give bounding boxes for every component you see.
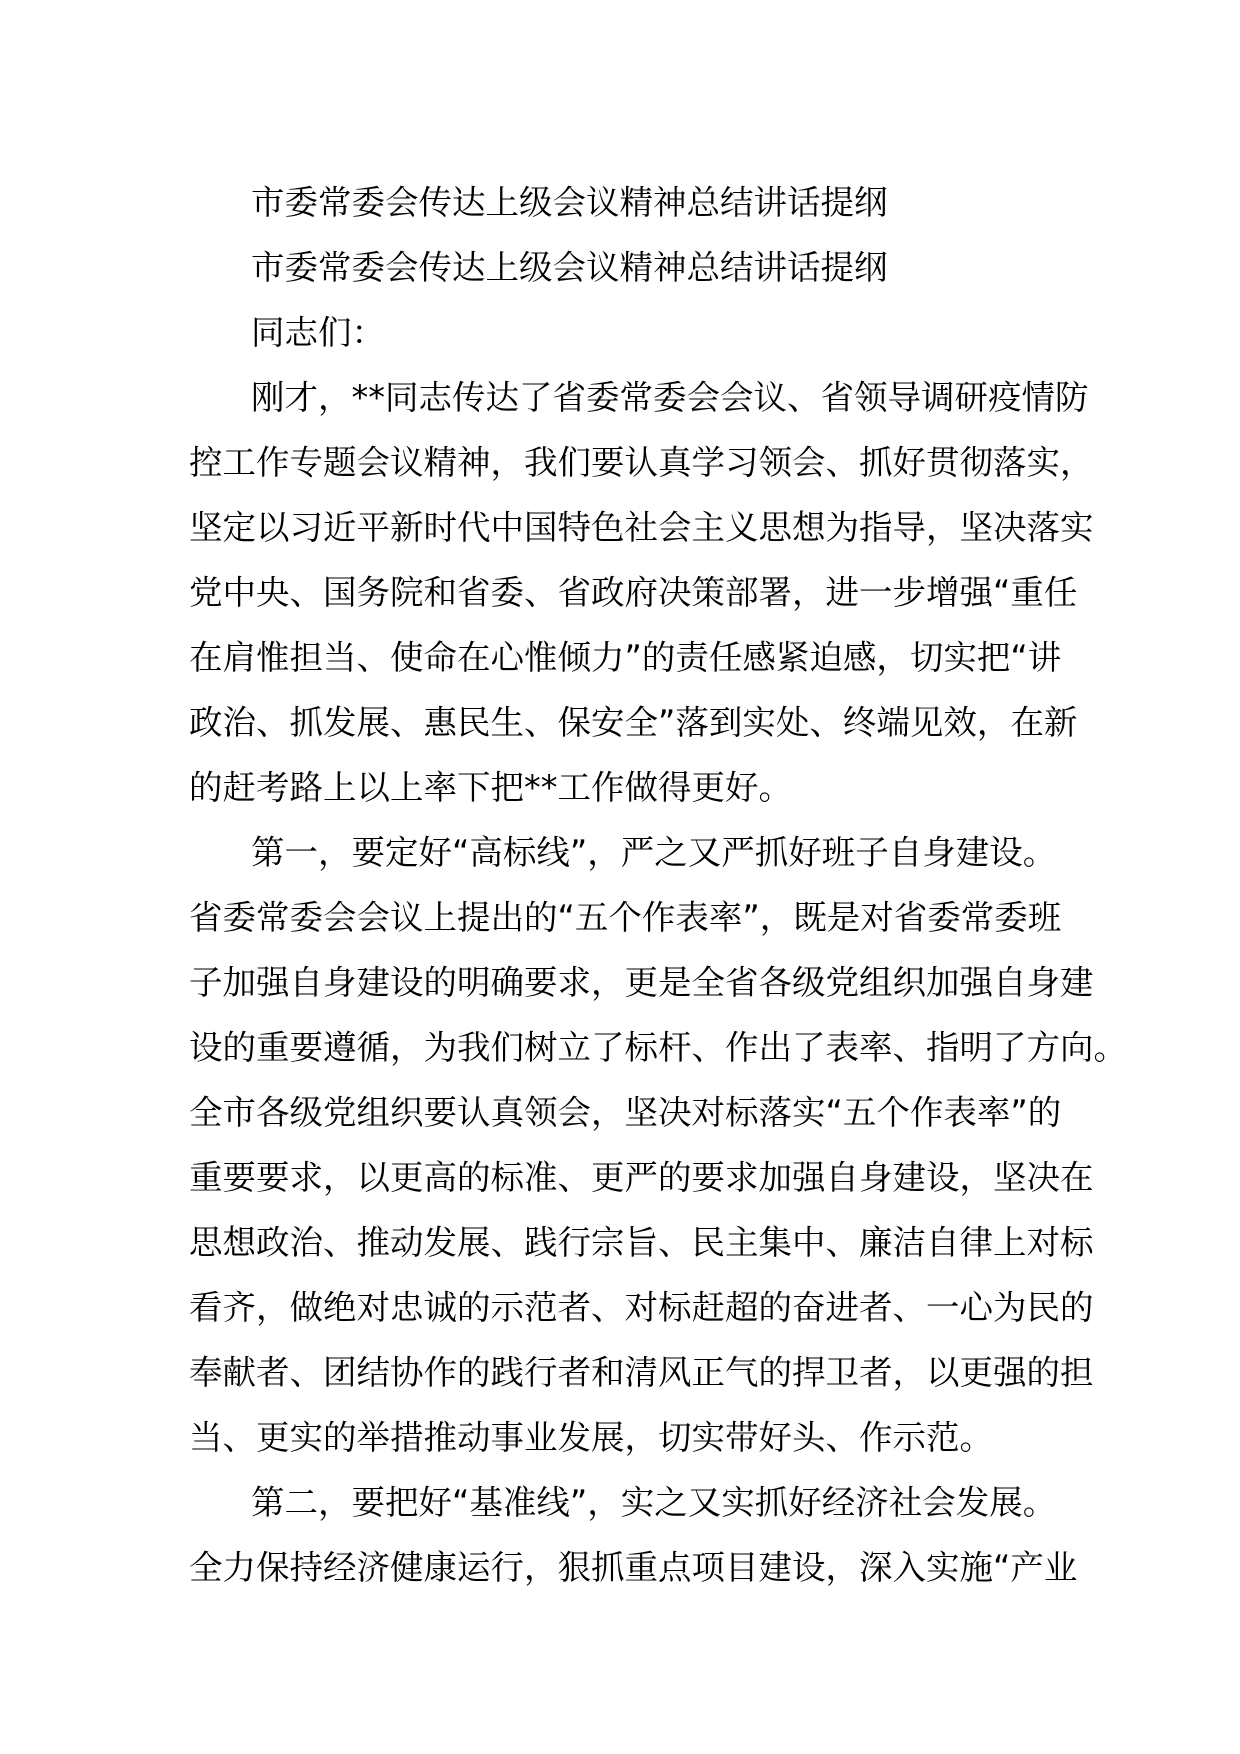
paragraph-second-point [189,1470,1078,1600]
paragraph-line: 全市各级党组织要认真领会，坚决对标落实“五个作表率”的 [189,1093,1062,1132]
paragraph-line: 在肩惟担当、使命在心惟倾力”的责任感紧迫感，切实把“讲 [189,638,1062,677]
paragraph-line: 全力保持经济健康运行，狠抓重点项目建设，深入实施“产业 [189,1548,1078,1587]
paragraph-line: 看齐，做绝对忠诚的示范者、对标赶超的奋进者、一心为民的 [189,1288,1094,1327]
document-title-repeat: 市委常委会传达上级会议精神总结讲话提纲 [251,248,888,287]
salutation: 同志们： [251,313,385,352]
paragraph-line: 思想政治、推动发展、践行宗旨、民主集中、廉洁自律上对标 [189,1223,1094,1262]
document-title: 市委常委会传达上级会议精神总结讲话提纲 [251,183,888,222]
paragraph-line: 刚才，**同志传达了省委常委会会议、省领导调研疫情防 [251,378,1089,417]
paragraph-line: 重要要求，以更高的标准、更严的要求加强自身建设，坚决在 [189,1158,1094,1197]
paragraph-first-point [189,820,1127,1470]
paragraph-line: 控工作专题会议精神，我们要认真学习领会、抓好贯彻落实， [189,443,1094,482]
paragraph-line: 当、更实的举措推动事业发展，切实带好头、作示范。 [189,1418,993,1457]
document-page [189,170,1127,1600]
paragraph-line: 设的重要遵循，为我们树立了标杆、作出了表率、指明了方向。 [189,1028,1127,1067]
paragraph-intro [189,365,1094,820]
paragraph-line: 坚定以习近平新时代中国特色社会主义思想为指导，坚决落实 [189,508,1094,547]
paragraph-line: 省委常委会会议上提出的“五个作表率”，既是对省委常委班 [189,898,1062,937]
paragraph-line: 党中央、国务院和省委、省政府决策部署，进一步增强“重任 [189,573,1078,612]
paragraph-line: 政治、抓发展、惠民生、保安全”落到实处、终端见效，在新 [189,703,1078,742]
paragraph-line: 第二，要把好“基准线”，实之又实抓好经济社会发展。 [251,1483,1057,1522]
paragraph-line: 子加强自身建设的明确要求，更是全省各级党组织加强自身建 [189,963,1094,1002]
paragraph-line: 第一，要定好“高标线”，严之又严抓好班子自身建设。 [251,833,1057,872]
paragraph-line: 奉献者、团结协作的践行者和清风正气的捍卫者，以更强的担 [189,1353,1094,1392]
paragraph-line: 的赶考路上以上率下把**工作做得更好。 [189,768,792,807]
